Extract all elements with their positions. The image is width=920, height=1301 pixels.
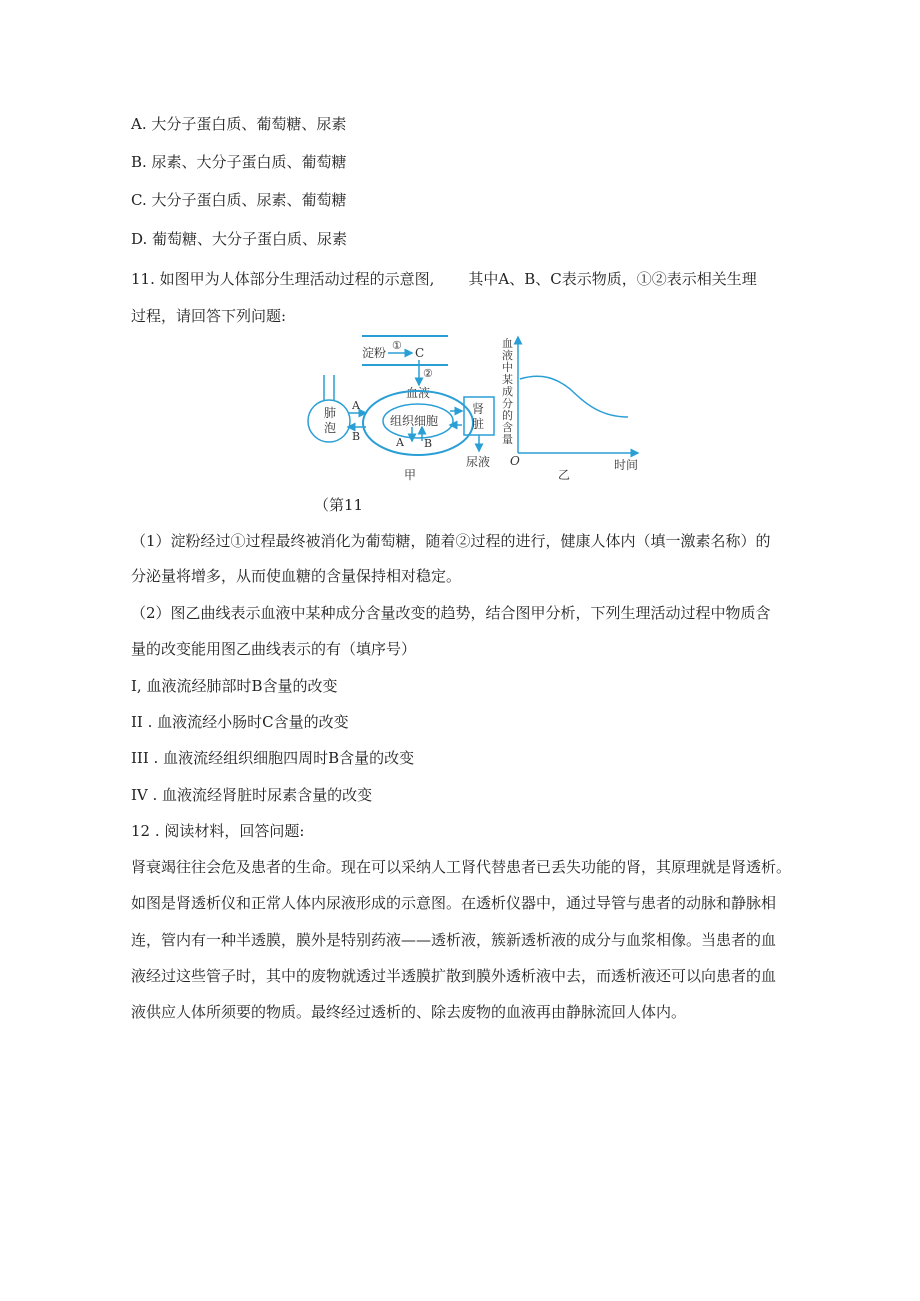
q11-stem-part1: 11. 如图甲为人体部分生理活动过程的示意图, xyxy=(131,270,435,288)
q12-para-5: 液供应人体所须要的物质。最终经过透析的、除去废物的血液再由静脉流回人体内。 xyxy=(131,1003,687,1021)
chart-y-label-char: 成 xyxy=(502,385,513,398)
label-tissue-cells: 组织细胞 xyxy=(390,414,439,428)
chart-origin: O xyxy=(510,454,520,468)
q11-sub1-line1: （1）淀粉经过①过程最终被消化为葡萄糖，随着②过程的进行，健康人体内（填一激素名称）的 xyxy=(131,532,771,550)
label-c: C xyxy=(415,346,425,360)
label-process-2: ② xyxy=(423,367,433,380)
q12-para-4: 液经过这些管子时，其中的废物就透过半透膜扩散到膜外透析液中去，而透析液还可以向患者的血 xyxy=(131,967,777,985)
label-b-lung: B xyxy=(352,430,361,443)
option-b: B. 尿素、大分子蛋白质、葡萄糖 xyxy=(131,153,347,171)
label-blood: 血液 xyxy=(406,386,431,400)
label-yi: 乙 xyxy=(558,468,571,482)
label-jia: 甲 xyxy=(404,468,417,482)
chart-y-label-char: 中 xyxy=(502,361,513,374)
q12-para-2: 如图是肾透析仪和正常人体内尿液形成的示意图。在透析仪器中，通过导管与患者的动脉和静脉相 xyxy=(131,894,777,912)
label-a-tissue: A xyxy=(396,436,404,449)
label-kidney-1: 肾 xyxy=(472,402,485,416)
q11-item-1: I, 血液流经肺部时B含量的改变 xyxy=(131,677,338,695)
label-a-lung: A xyxy=(352,399,360,412)
chart-x-label: 时间 xyxy=(614,458,639,472)
chart-y-label-char: 量 xyxy=(502,433,513,446)
label-kidney-2: 脏 xyxy=(472,417,485,431)
q11-sub2-line1: （2）图乙曲线表示血液中某种成分含量改变的趋势，结合图甲分析，下列生理活动过程中物质含 xyxy=(131,604,771,622)
q11-figure xyxy=(300,333,660,493)
trachea xyxy=(324,375,334,401)
q11-item-2: II . 血液流经小肠时C含量的改变 xyxy=(131,713,349,731)
label-lung-2: 泡 xyxy=(324,421,337,435)
chart-y-label xyxy=(502,337,513,446)
chart-yi xyxy=(502,337,638,482)
chart-y-label-char: 的 xyxy=(502,409,513,422)
label-urine: 尿液 xyxy=(466,455,491,469)
option-c: C. 大分子蛋白质、尿素、葡萄糖 xyxy=(131,191,347,209)
option-a: A. 大分子蛋白质、葡萄糖、尿素 xyxy=(131,115,347,133)
label-process-1: ① xyxy=(392,339,402,352)
figure-caption: （第11 xyxy=(314,496,364,514)
q12-title: 12 . 阅读材料，回答问题: xyxy=(131,822,305,840)
q11-stem-line2: 过程，请回答下列问题: xyxy=(131,307,287,325)
chart-y-label-char: 血 xyxy=(502,337,513,350)
q11-sub1-line2: 分泌量将增多，从而使血糖的含量保持相对稳定。 xyxy=(131,567,462,585)
q11-item-3: III . 血液流经组织细胞四周时B含量的改变 xyxy=(131,749,415,767)
label-lung-1: 肺 xyxy=(324,406,337,420)
q11-item-4: IV . 血液流经肾脏时尿素含量的改变 xyxy=(131,786,373,804)
label-starch: 淀粉 xyxy=(362,346,387,360)
chart-curve xyxy=(520,376,628,417)
chart-y-label-char: 液 xyxy=(502,349,513,362)
q11-sub2-line2: 量的改变能用图乙曲线表示的有（填序号） xyxy=(131,640,417,658)
q11-stem-line1 xyxy=(131,269,757,289)
option-d: D. 葡萄糖、大分子蛋白质、尿素 xyxy=(131,230,348,248)
q12-para-1: 肾衰竭往往会危及患者的生命。现在可以采纳人工肾代替患者已丢失功能的肾，其原理就是肾透析。 xyxy=(131,858,792,876)
chart-y-label-char: 含 xyxy=(502,421,513,434)
label-b-tissue: B xyxy=(424,437,433,450)
chart-y-label-char: 分 xyxy=(502,397,513,410)
q12-para-3: 连，管内有一种半透膜，膜外是特别药液——透析液，簇新透析液的成分与血浆相像。当患者的血 xyxy=(131,931,777,949)
chart-y-label-char: 某 xyxy=(502,373,513,386)
q11-stem-part2: 其中A、B、C表示物质，①②表示相关生理 xyxy=(468,270,757,288)
